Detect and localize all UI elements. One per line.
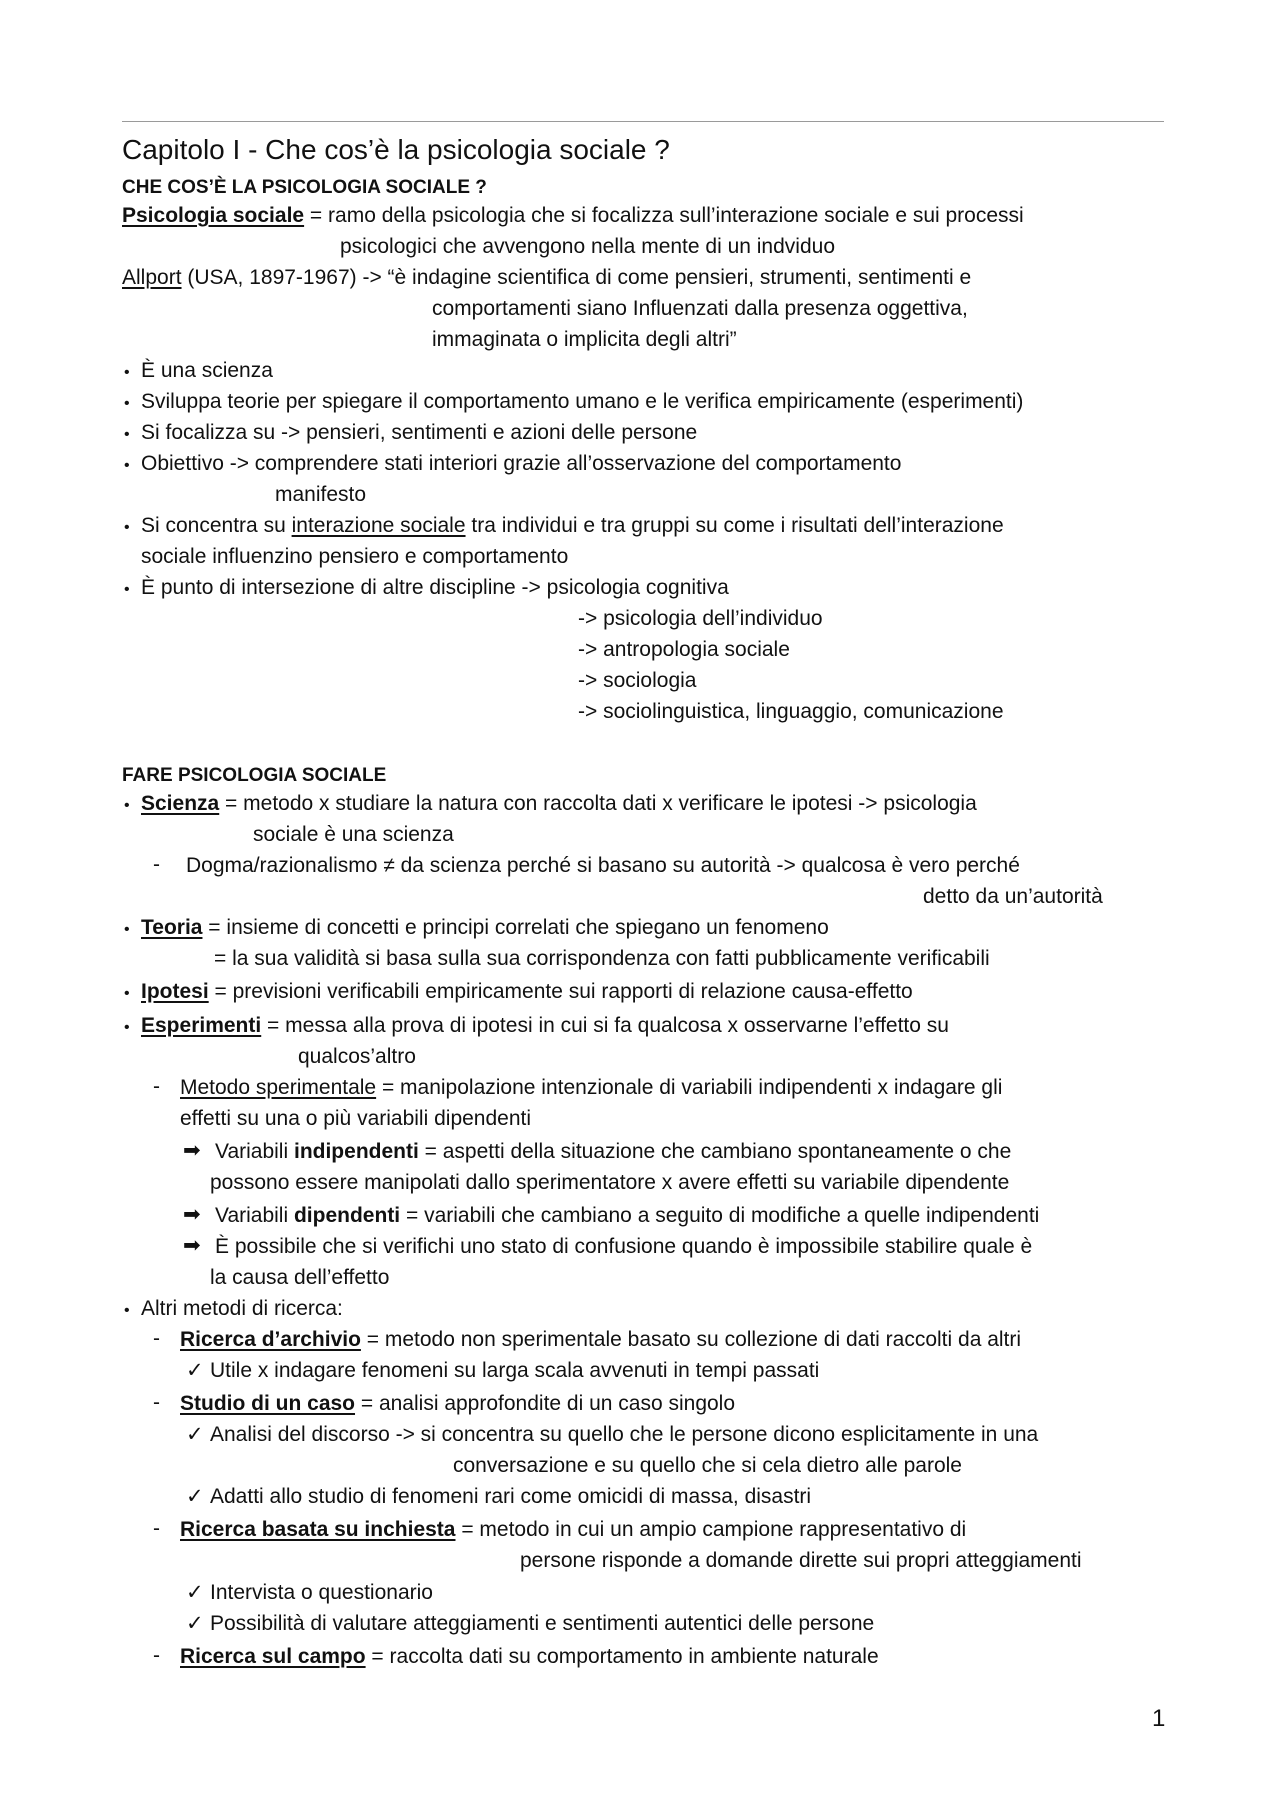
check-item: Adatti allo studio di fenomeni rari come omicidi di massa, disastri [210,1485,812,1508]
term: Ricerca sul campo [180,1645,366,1668]
check-item-continuation: conversazione e su quello che si cela dietro alle parole [453,1454,962,1477]
list-item [141,513,1004,539]
dash-icon: - [153,1644,160,1667]
discipline-item: -> sociolinguistica, linguaggio, comunicazione [578,700,1004,723]
discipline-item: -> psicologia dell’individuo [578,607,823,630]
list-item [141,915,829,941]
bullet-icon: • [124,1019,130,1036]
text: = insieme di concetti e principi correlati che spiegano un fenomeno [202,916,829,939]
sub-sub-item [215,1139,1011,1165]
term: Metodo sperimentale [180,1076,377,1099]
list-item [141,1013,949,1039]
term: Scienza [141,792,220,815]
sub-sub-item-continuation: la causa dell’effetto [210,1266,390,1289]
text: = variabili che cambiano a seguito di modifiche a quelle indipendenti [400,1204,1040,1227]
list-item-continuation: = la sua validità si basa sulla sua corrispondenza con fatti pubblicamente verificabili [214,947,990,970]
term: Allport [122,266,182,289]
page-title: Capitolo I - Che cos’è la psicologia sociale ? [122,134,670,165]
term: indipendenti [293,1140,419,1163]
term: Studio di un caso [180,1392,356,1415]
list-item-continuation: sociale è una scienza [253,823,454,846]
text: = messa alla prova di ipotesi in cui si fa qualcosa x osservarne l’effetto su [261,1014,949,1037]
term: Teoria [141,916,203,939]
bullet-icon: • [124,426,130,443]
term: Ricerca d’archivio [180,1328,361,1351]
definition-continuation: psicologici che avvengono nella mente di un indviduo [340,235,835,258]
definition-line [122,203,1024,229]
sub-item-continuation: effetti su una o più variabili dipendenti [180,1107,532,1130]
list-item: Altri metodi di ricerca: [141,1297,343,1320]
section-heading: CHE COS’È LA PSICOLOGIA SOCIALE ? [122,177,487,198]
term: Ricerca basata su inchiesta [180,1518,456,1541]
arrow-right-icon: ➡ [183,1203,201,1226]
list-item-continuation: manifesto [275,483,367,506]
list-item: Sviluppa teorie per spiegare il comportamento umano e le verifica empiricamente (esperimenti) [141,390,1024,413]
term: Esperimenti [141,1014,262,1037]
checkmark-icon: ✓ [186,1485,204,1508]
discipline-item: -> sociologia [578,669,697,692]
list-item-continuation: sociale influenzino pensiero e comportamento [141,545,569,568]
dash-icon: - [153,853,160,876]
checkmark-icon: ✓ [186,1359,204,1382]
text: = metodo non sperimentale basato su collezione di dati raccolti da altri [360,1328,1022,1351]
arrow-right-icon: ➡ [183,1234,201,1257]
definition-text: = ramo della psicologia che si focalizza sull’interazione sociale e sui processi [304,204,1024,227]
quote-continuation: comportamenti siano Influenzati dalla presenza oggettiva, [432,297,968,320]
text: = aspetti della situazione che cambiano spontaneamente o che [418,1140,1012,1163]
allport-line [122,265,971,291]
checkmark-icon: ✓ [186,1612,204,1635]
check-item: Analisi del discorso -> si concentra su quello che le persone dicono esplicitamente in una [210,1423,1039,1446]
bullet-icon: • [124,1302,130,1319]
bullet-icon: • [124,797,130,814]
section-heading: FARE PSICOLOGIA SOCIALE [122,765,387,786]
sub-sub-item [215,1203,1039,1229]
bullet-icon: • [124,985,130,1002]
sub-sub-item: È possibile che si verifichi uno stato di confusione quando è impossibile stabilire quale è [215,1235,1033,1258]
list-item: Si focalizza su -> pensieri, sentimenti e azioni delle persone [141,421,698,444]
text: = raccolta dati su comportamento in ambiente naturale [365,1645,879,1668]
discipline-item: -> antropologia sociale [578,638,790,661]
text: = manipolazione intenzionale di variabili indipendenti x indagare gli [376,1076,1003,1099]
bullet-icon: • [124,457,130,474]
list-item: È una scienza [141,359,273,382]
sub-item [180,1327,1021,1353]
check-item: Possibilità di valutare atteggiamenti e sentimenti autentici delle persone [210,1612,875,1635]
list-item [141,791,977,817]
list-item: Obiettivo -> comprendere stati interiori grazie all’osservazione del comportamento [141,452,902,475]
text: tra individui e tra gruppi su come i risultati dell’interazione [465,514,1004,537]
list-item-continuation: qualcos’altro [298,1045,416,1068]
arrow-right-icon: ➡ [183,1139,201,1162]
quote-text: (USA, 1897-1967) -> “è indagine scientifica di come pensieri, strumenti, sentimenti e [181,266,972,289]
checkmark-icon: ✓ [186,1581,204,1604]
checkmark-icon: ✓ [186,1423,204,1446]
bullet-icon: • [124,395,130,412]
bullet-icon: • [124,581,130,598]
quote-continuation: immaginata o implicita degli altri” [432,328,737,351]
sub-item [180,1517,966,1543]
check-item: Intervista o questionario [210,1581,433,1604]
list-item: È punto di intersezione di altre discipline -> psicologia cognitiva [141,576,729,599]
dash-icon: - [153,1327,160,1350]
sub-sub-item-continuation: possono essere manipolati dallo sperimentatore x avere effetti su variabile dipendente [210,1171,1010,1194]
sub-item-continuation: detto da un’autorità [923,885,1103,908]
list-item [141,979,913,1005]
sub-item-continuation: persone risponde a domande dirette sui propri atteggiamenti [520,1549,1082,1572]
text: = analisi approfondite di un caso singolo [355,1392,736,1415]
text: = previsioni verificabili empiricamente sui rapporti di relazione causa-effetto [208,980,913,1003]
bullet-icon: • [124,921,130,938]
bullet-icon: • [124,519,130,536]
header-rule [122,121,1164,122]
text: Variabili [215,1204,294,1227]
text: = metodo in cui un ampio campione rappresentativo di [455,1518,967,1541]
sub-item [180,1391,735,1417]
dash-icon: - [153,1391,160,1414]
dash-icon: - [153,1075,160,1098]
sub-item [180,1644,879,1670]
text: = metodo x studiare la natura con raccolta dati x verificare le ipotesi -> psicologia [219,792,977,815]
text: Si concentra su [141,514,292,537]
underlined-term: interazione sociale [291,514,466,537]
sub-item [180,1075,1002,1101]
check-item: Utile x indagare fenomeni su larga scala avvenuti in tempi passati [210,1359,820,1382]
term: dipendenti [293,1204,401,1227]
text: Variabili [215,1140,294,1163]
sub-item: Dogma/razionalismo ≠ da scienza perché si basano su autorità -> qualcosa è vero perché [186,854,1020,877]
term: Ipotesi [141,980,209,1003]
dash-icon: - [153,1517,160,1540]
bullet-icon: • [124,364,130,381]
page-number: 1 [1152,1705,1166,1732]
term: Psicologia sociale [122,204,305,227]
